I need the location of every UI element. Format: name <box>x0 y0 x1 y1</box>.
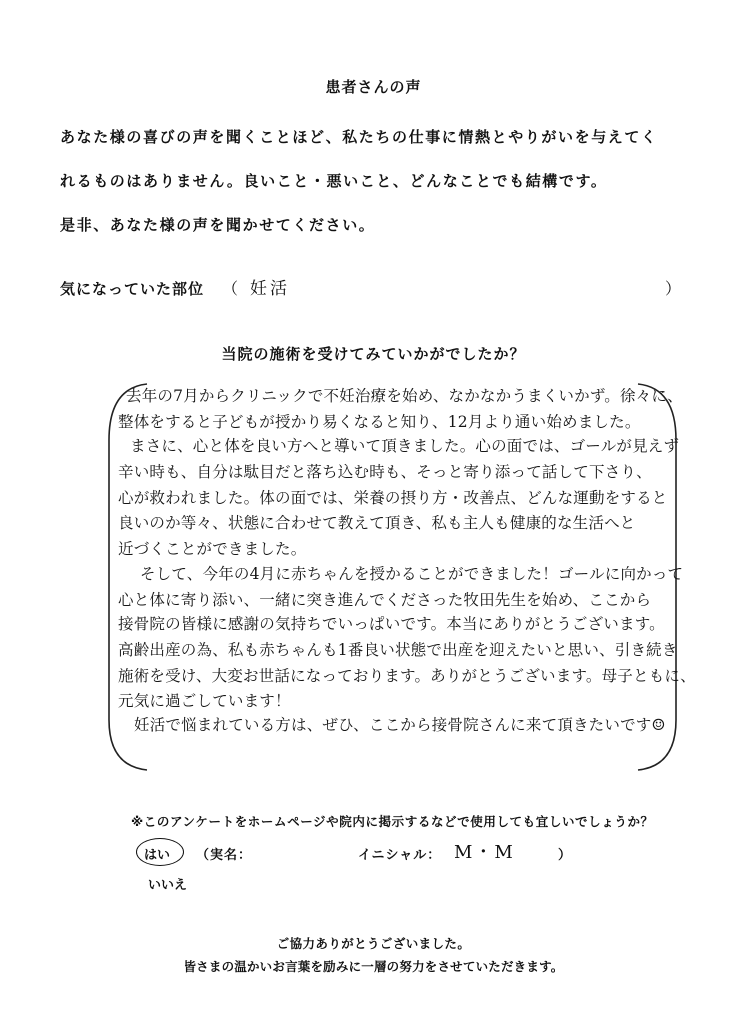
consent-question: ※このアンケートをホームページや院内に掲示するなどで使用しても宜しいでしょうか？ <box>131 814 654 829</box>
testimonial-line-6: 良いのか等々、状態に合わせて教えて頂き、私も主人も健康的な生活へと <box>118 514 636 532</box>
body-part-value: 妊活 <box>250 279 290 299</box>
consent-yes-option[interactable]: はい <box>144 848 171 863</box>
intro-line-2: れるものはありません。良いこと・悪いこと、どんなことでも結構です。 <box>60 172 608 190</box>
initial-label: イニシャル： <box>358 848 442 863</box>
testimonial-line-9: 心と体に寄り添い、一緒に突き進んでくださった牧田先生を始め、ここから <box>118 591 652 609</box>
body-part-close-paren: ） <box>665 279 682 298</box>
real-name-label: （実名： <box>196 848 253 863</box>
testimonial-line-3: まさに、心と体を良い方へと導いて頂きました。心の面では、ゴールが見えず <box>130 437 680 455</box>
body-part-label: 気になっていた部位 <box>60 280 205 298</box>
page-title: 患者さんの声 <box>325 78 422 96</box>
testimonial-line-11: 高齢出産の為、私も赤ちゃんも1番良い状態で出産を迎えたいと思い、引き続き <box>118 641 678 659</box>
initial-close-paren: ） <box>558 848 572 863</box>
initial-value: M・M <box>454 842 515 863</box>
thanks-line-1: ご協力ありがとうございました。 <box>276 936 471 951</box>
testimonial-line-10: 接骨院の皆様に感謝の気持ちでいっぱいです。本当にありがとうございます。 <box>118 615 665 633</box>
thanks-line-2: 皆さまの温かいお言葉を励みに一層の努力をさせていただきます。 <box>183 959 564 974</box>
body-part-open-paren: （ <box>222 279 239 298</box>
testimonial-line-12: 施術を受け、大変お世話になっております。ありがとうございます。母子ともに、 <box>118 667 696 685</box>
testimonial-line-5: 心が救われました。体の面では、栄養の摂り方・改善点、どんな運動をすると <box>118 489 668 507</box>
consent-no-option[interactable]: いいえ <box>148 878 188 893</box>
testimonial-line-13: 元気に過ごしています！ <box>118 692 291 710</box>
testimonial-line-8: そして、今年の4月に赤ちゃんを授かることができました！ゴールに向かって <box>140 565 684 583</box>
testimonial-line-7: 近づくことができました。 <box>118 540 307 558</box>
testimonial-line-1: 去年の7月からクリニックで不妊治療を始め、なかなかうまくいかず。徐々に、 <box>126 387 683 405</box>
testimonial-line-4: 辛い時も、自分は駄目だと落ち込む時も、そっと寄り添って話して下さり、 <box>118 463 652 481</box>
testimonial-line-2: 整体をすると子どもが授かり易くなると知り、12月より通い始めました。 <box>118 413 641 431</box>
intro-line-1: あなた様の喜びの声を聞くことほど、私たちの仕事に情熱とやりがいを与えてく <box>60 128 658 146</box>
intro-line-3: 是非、あなた様の声を聞かせてください。 <box>60 216 376 234</box>
testimonial-line-14: 妊活で悩まれている方は、ぜひ、ここから接骨院さんに来て頂きたいです☺ <box>134 716 666 734</box>
question-heading: 当院の施術を受けてみていかがでしたか？ <box>221 345 526 363</box>
